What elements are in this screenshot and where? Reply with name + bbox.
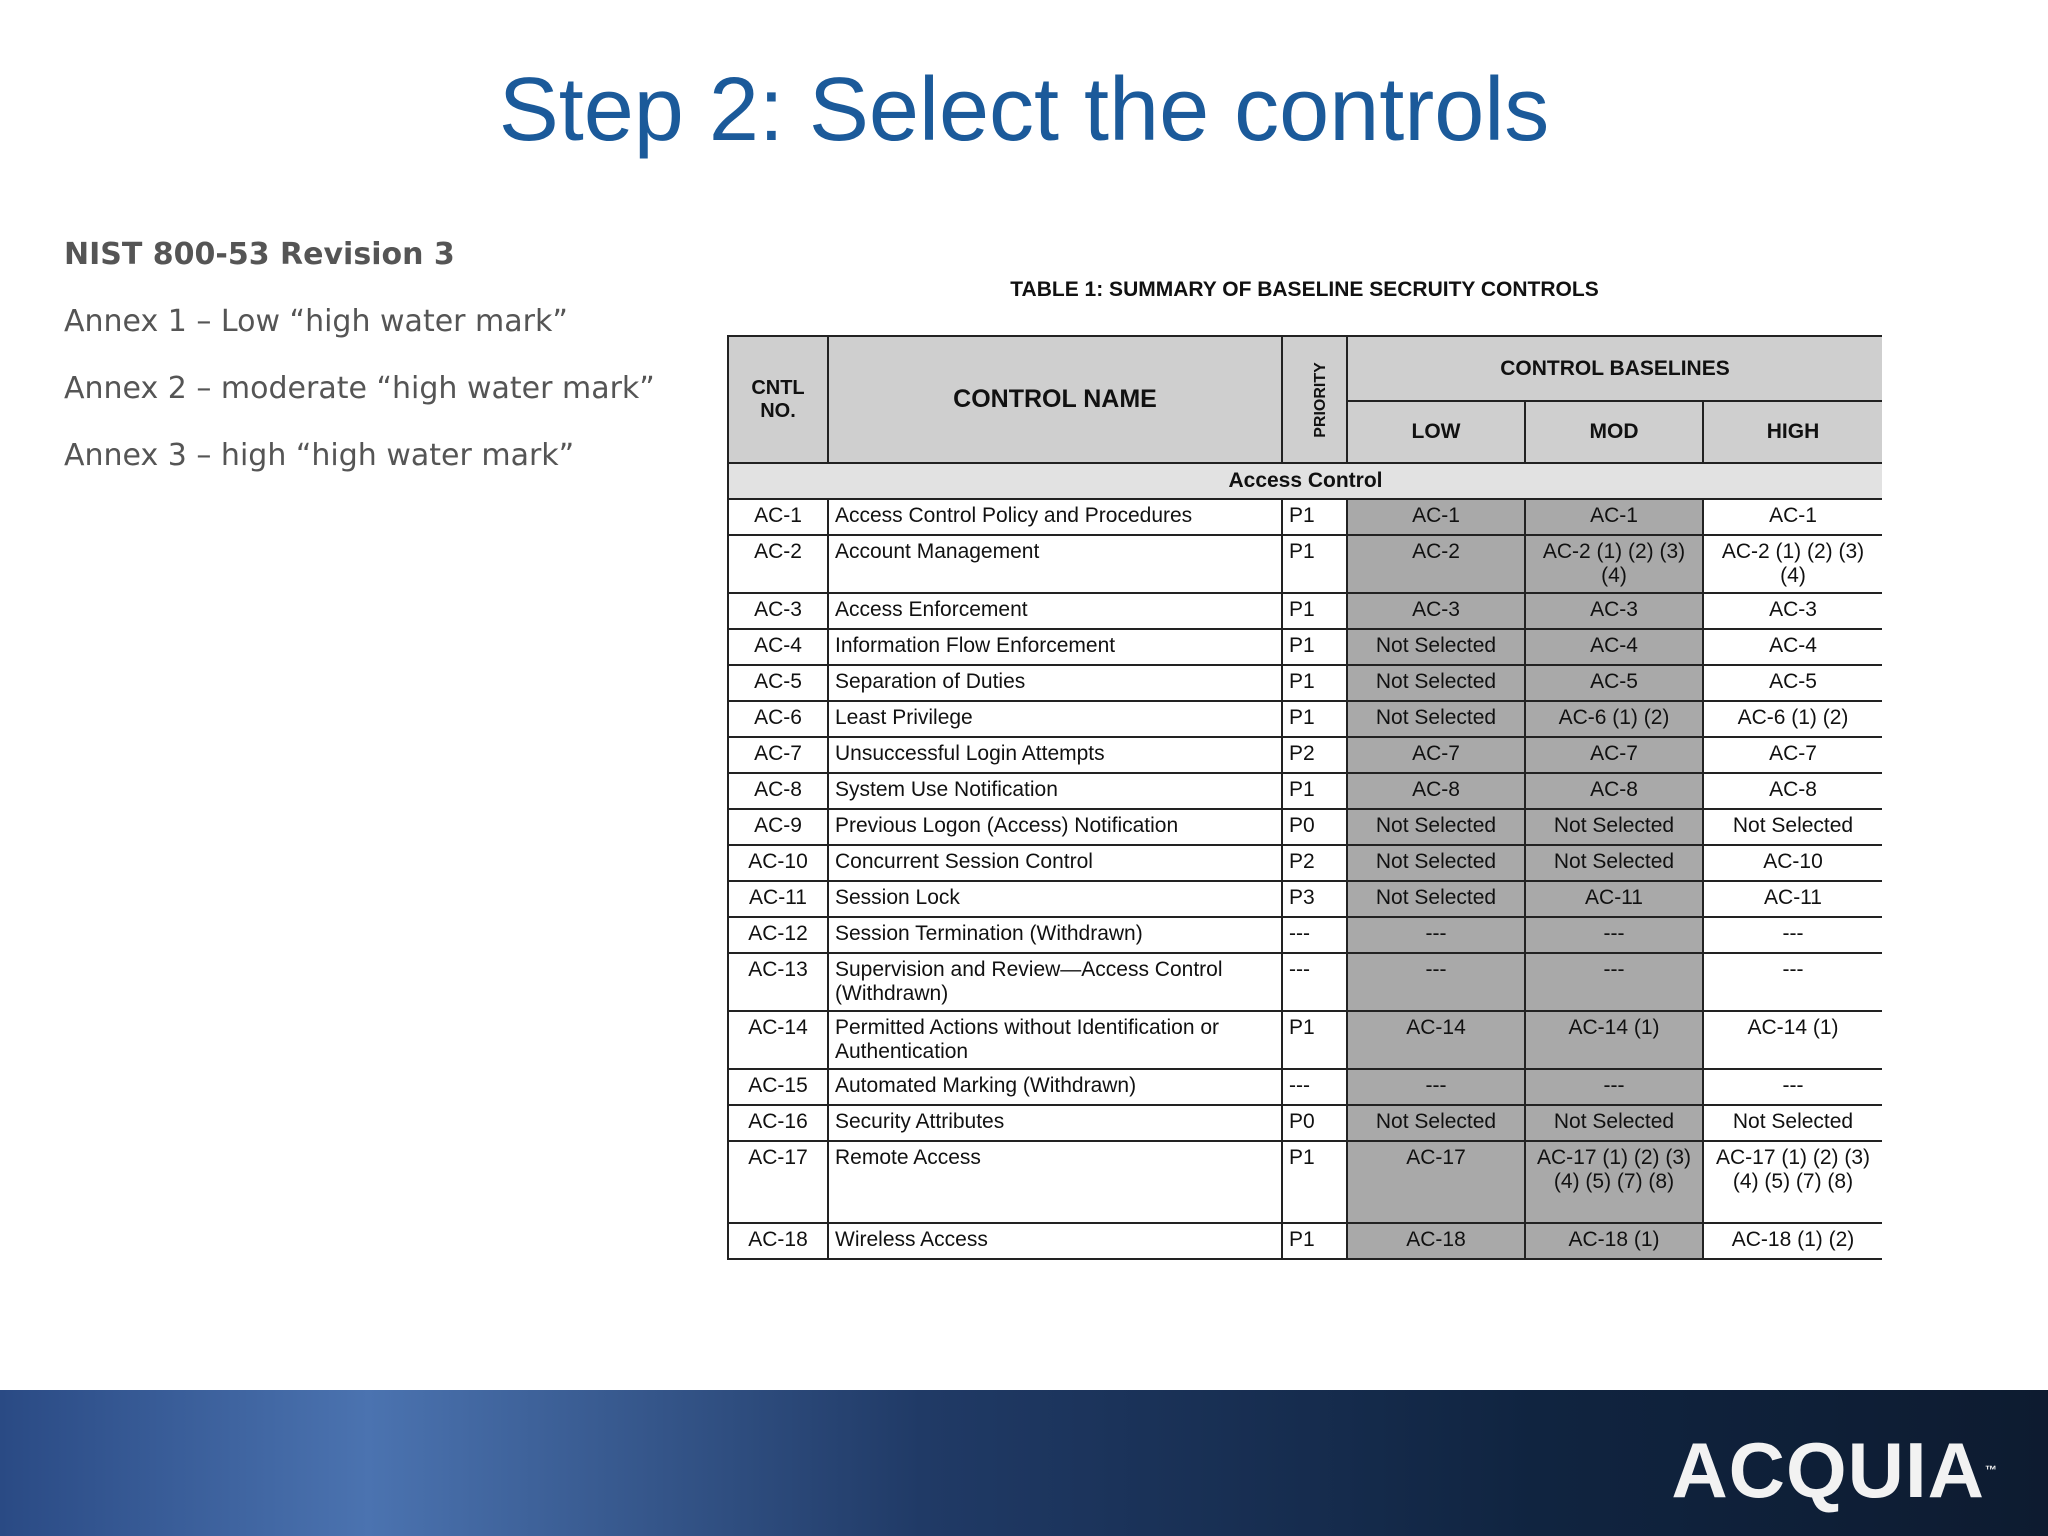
cell-mod: AC-1 (1525, 499, 1703, 535)
table-row (728, 1069, 1882, 1105)
cell-mod: Not Selected (1525, 809, 1703, 845)
logo-trademark: ™ (1985, 1463, 1998, 1477)
control-baselines-header: CONTROL BASELINES (1347, 336, 1882, 401)
cell-control-no: AC-8 (728, 773, 828, 809)
cell-low: Not Selected (1347, 845, 1525, 881)
cell-high: AC-18 (1) (2) (1703, 1223, 1882, 1259)
cell-low: AC-7 (1347, 737, 1525, 773)
cell-control-no: AC-5 (728, 665, 828, 701)
table-row (728, 917, 1882, 953)
cell-high: Not Selected (1703, 1105, 1882, 1141)
baseline-controls-table (727, 335, 1882, 1260)
cell-mod: AC-2 (1) (2) (3) (4) (1525, 535, 1703, 593)
annex-2: Annex 2 – moderate “high water mark” (64, 371, 655, 406)
cell-control-name: Access Enforcement (828, 593, 1282, 629)
cell-low: Not Selected (1347, 701, 1525, 737)
section-row (728, 463, 1882, 499)
cell-control-name: Wireless Access (828, 1223, 1282, 1259)
cell-control-name: Account Management (828, 535, 1282, 593)
cell-high: AC-14 (1) (1703, 1011, 1882, 1069)
table-row (728, 773, 1882, 809)
cell-low: AC-3 (1347, 593, 1525, 629)
cell-mod: AC-5 (1525, 665, 1703, 701)
cell-control-no: AC-15 (728, 1069, 828, 1105)
cell-low: AC-2 (1347, 535, 1525, 593)
cell-high: AC-4 (1703, 629, 1882, 665)
section-access-control: Access Control (728, 463, 1882, 499)
cell-mod: AC-8 (1525, 773, 1703, 809)
notes-heading: NIST 800-53 Revision 3 (64, 237, 455, 272)
logo-text: ACQUIA (1671, 1426, 1985, 1514)
baseline-table-wrapper (727, 335, 1882, 1285)
cell-mod: AC-7 (1525, 737, 1703, 773)
cell-high: AC-17 (1) (2) (3) (4) (5) (7) (8) (1703, 1141, 1882, 1223)
cell-mod: AC-14 (1) (1525, 1011, 1703, 1069)
table-row (728, 845, 1882, 881)
cell-priority: P1 (1282, 1011, 1347, 1069)
cell-control-name: Previous Logon (Access) Notification (828, 809, 1282, 845)
cell-control-name: Unsuccessful Login Attempts (828, 737, 1282, 773)
cell-low: Not Selected (1347, 665, 1525, 701)
cell-control-no: AC-11 (728, 881, 828, 917)
cell-low: Not Selected (1347, 1105, 1525, 1141)
cell-high: Not Selected (1703, 809, 1882, 845)
cell-priority: P1 (1282, 593, 1347, 629)
cell-low: AC-1 (1347, 499, 1525, 535)
annex-3: Annex 3 – high “high water mark” (64, 438, 575, 473)
cell-mod: Not Selected (1525, 1105, 1703, 1141)
table-row (728, 1011, 1882, 1069)
cell-low: AC-18 (1347, 1223, 1525, 1259)
cell-priority: P2 (1282, 845, 1347, 881)
cell-priority: P1 (1282, 1223, 1347, 1259)
cell-high: AC-6 (1) (2) (1703, 701, 1882, 737)
cell-control-no: AC-10 (728, 845, 828, 881)
priority-header-label: PRIORITY (1311, 361, 1329, 438)
cell-priority: --- (1282, 953, 1347, 1011)
cell-control-no: AC-12 (728, 917, 828, 953)
cell-control-name: Automated Marking (Withdrawn) (828, 1069, 1282, 1105)
cell-control-name: Permitted Actions without Identification or Authentication (828, 1011, 1282, 1069)
cell-priority: P1 (1282, 1141, 1347, 1223)
cell-control-no: AC-3 (728, 593, 828, 629)
cell-low: AC-8 (1347, 773, 1525, 809)
table-row (728, 499, 1882, 535)
cell-control-name: Concurrent Session Control (828, 845, 1282, 881)
cell-control-no: AC-2 (728, 535, 828, 593)
slide-title: Step 2: Select the controls (498, 60, 1550, 160)
cell-mod: AC-11 (1525, 881, 1703, 917)
table-row (728, 1141, 1882, 1223)
annex-1: Annex 1 – Low “high water mark” (64, 304, 568, 339)
cell-priority: --- (1282, 917, 1347, 953)
cell-control-name: Supervision and Review—Access Control (Withdrawn) (828, 953, 1282, 1011)
cell-control-no: AC-13 (728, 953, 828, 1011)
cell-control-no: AC-18 (728, 1223, 828, 1259)
notes-panel (64, 238, 684, 506)
cell-high: --- (1703, 1069, 1882, 1105)
cell-control-name: Access Control Policy and Procedures (828, 499, 1282, 535)
table-row (728, 665, 1882, 701)
table-row (728, 535, 1882, 593)
cell-control-no: AC-14 (728, 1011, 828, 1069)
cell-high: AC-11 (1703, 881, 1882, 917)
table-row (728, 629, 1882, 665)
cell-control-no: AC-6 (728, 701, 828, 737)
cell-low: --- (1347, 1069, 1525, 1105)
table-row (728, 593, 1882, 629)
cell-priority: P1 (1282, 773, 1347, 809)
cell-low: Not Selected (1347, 629, 1525, 665)
cell-control-name: Separation of Duties (828, 665, 1282, 701)
cell-priority: P0 (1282, 1105, 1347, 1141)
cntl-no-header (728, 336, 828, 463)
high-header: HIGH (1703, 401, 1882, 463)
table-row (728, 1105, 1882, 1141)
cell-priority: P3 (1282, 881, 1347, 917)
cell-high: AC-3 (1703, 593, 1882, 629)
cell-mod: Not Selected (1525, 845, 1703, 881)
table-caption: TABLE 1: SUMMARY OF BASELINE SECRUITY CONTROLS (1010, 278, 1599, 301)
cell-control-no: AC-17 (728, 1141, 828, 1223)
table-row (728, 953, 1882, 1011)
cell-control-name: System Use Notification (828, 773, 1282, 809)
cell-mod: AC-17 (1) (2) (3) (4) (5) (7) (8) (1525, 1141, 1703, 1223)
table-row (728, 701, 1882, 737)
table-row (728, 1223, 1882, 1259)
cell-mod: AC-3 (1525, 593, 1703, 629)
cntl-header-line1: CNTL (751, 376, 805, 399)
cell-control-no: AC-16 (728, 1105, 828, 1141)
table-row (728, 737, 1882, 773)
cell-mod: --- (1525, 1069, 1703, 1105)
cell-control-name: Security Attributes (828, 1105, 1282, 1141)
control-name-header: CONTROL NAME (828, 336, 1282, 463)
cell-high: --- (1703, 953, 1882, 1011)
cell-high: AC-2 (1) (2) (3) (4) (1703, 535, 1882, 593)
cell-priority: P1 (1282, 499, 1347, 535)
cell-mod: AC-4 (1525, 629, 1703, 665)
low-header: LOW (1347, 401, 1525, 463)
acquia-logo (1671, 1426, 1998, 1514)
cell-mod: AC-6 (1) (2) (1525, 701, 1703, 737)
cell-priority: P0 (1282, 809, 1347, 845)
cell-high: AC-1 (1703, 499, 1882, 535)
cell-control-name: Remote Access (828, 1141, 1282, 1223)
cell-low: AC-17 (1347, 1141, 1525, 1223)
mod-header: MOD (1525, 401, 1703, 463)
cell-low: --- (1347, 917, 1525, 953)
cell-control-name: Session Termination (Withdrawn) (828, 917, 1282, 953)
cell-mod: --- (1525, 953, 1703, 1011)
cell-high: AC-10 (1703, 845, 1882, 881)
cell-high: --- (1703, 917, 1882, 953)
cell-mod: AC-18 (1) (1525, 1223, 1703, 1259)
cell-control-name: Session Lock (828, 881, 1282, 917)
cell-high: AC-7 (1703, 737, 1882, 773)
cell-control-name: Information Flow Enforcement (828, 629, 1282, 665)
table-row (728, 809, 1882, 845)
cell-priority: P1 (1282, 701, 1347, 737)
priority-header (1282, 336, 1347, 463)
table-row (728, 881, 1882, 917)
cell-high: AC-8 (1703, 773, 1882, 809)
cell-low: Not Selected (1347, 881, 1525, 917)
footer-bar (0, 1390, 2048, 1536)
cell-control-no: AC-7 (728, 737, 828, 773)
cell-priority: P1 (1282, 629, 1347, 665)
cell-priority: P1 (1282, 535, 1347, 593)
cell-low: --- (1347, 953, 1525, 1011)
cell-mod: --- (1525, 917, 1703, 953)
cell-control-no: AC-9 (728, 809, 828, 845)
cell-control-name: Least Privilege (828, 701, 1282, 737)
cell-priority: --- (1282, 1069, 1347, 1105)
cell-high: AC-5 (1703, 665, 1882, 701)
cntl-header-line2: NO. (760, 399, 796, 422)
cell-control-no: AC-1 (728, 499, 828, 535)
cell-low: Not Selected (1347, 809, 1525, 845)
cell-priority: P2 (1282, 737, 1347, 773)
cell-priority: P1 (1282, 665, 1347, 701)
cell-control-no: AC-4 (728, 629, 828, 665)
cell-low: AC-14 (1347, 1011, 1525, 1069)
